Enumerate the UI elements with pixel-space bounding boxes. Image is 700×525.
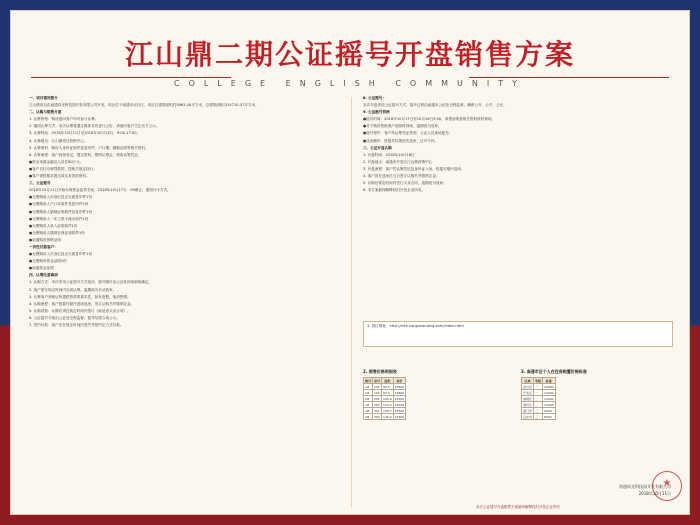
paragraph: 3. 认筹时间：2018年10月11日至2018年10月13日，9:00-17:00。 — [29, 131, 141, 136]
table-cell: 105.6 — [383, 396, 392, 401]
table-row — [522, 414, 556, 420]
standard-table-block — [521, 369, 673, 420]
paragraph: ●无锡购房人一年工资卡流水原件1份 — [29, 216, 89, 221]
paragraph: 6. 本方案最终解释权归开发企业所有。 — [363, 188, 426, 193]
paragraph: ●资金来源金融及人员在80万元； — [29, 159, 84, 164]
table-cell: 1# — [364, 390, 373, 396]
page-title: 江山鼎二期公证摇号开盘销售方案 — [124, 38, 575, 71]
table-cell: 102 — [374, 390, 380, 395]
table-cell: 8500 — [543, 414, 556, 420]
paragraph: 6. 公证摇号方案由公证处全程监督，摇号结果当场公示。 — [29, 315, 120, 320]
table-cell: 92.3 — [382, 390, 394, 396]
paragraph: 1. 认购方式：本次采用公证摇号方式选房，摇号顺序由公证处现场抽取确定。 — [29, 280, 153, 285]
section-heading: 三、公证摇号 — [29, 181, 51, 186]
paragraph: 3. 开盘流程：客户凭认筹凭证及身份证入场，按摇号顺序选房。 — [363, 166, 465, 171]
column-divider — [351, 97, 352, 507]
section-heading: 二、认购与销售方案 — [29, 110, 62, 115]
paragraph: ●客户需按要求提交真实有效的资料。 — [29, 174, 90, 179]
table-cell: 开发区 — [523, 390, 533, 395]
section-heading: 三、公证开盘认购 — [363, 145, 392, 150]
sign-company: 南通同光科技园开发有限公司 — [619, 484, 671, 489]
paragraph: 2. 客户需在规定时间内完成认筹，逾期视为自动放弃。 — [29, 287, 117, 292]
paragraph: ●对于购房资格客户须按时到场，逾期视为放弃。 — [363, 124, 442, 129]
document-sheet — [10, 10, 690, 515]
table-cell: 2# — [364, 396, 373, 402]
table-cell: 14000 — [544, 390, 554, 395]
paragraph: 2. 通知认筹方式：本次认筹将通过媒体发布进行公告，请意向客户关注官方公示。 — [29, 124, 160, 129]
table-cell: 201 — [374, 396, 380, 401]
paragraph: 1. 开盘时间：2018年10月18日 — [363, 152, 415, 157]
paragraph: ●客户自行办理贷款的，按相关规定执行； — [29, 166, 97, 171]
paragraph: ●无锡购房人缴纳社保证明原件1份 — [29, 230, 85, 235]
table-cell: 3# — [364, 408, 373, 414]
paragraph: 2018年10月11日开始办理资金监管手续，2018年10月17日：09截止，通知开卡方式。 — [29, 188, 171, 193]
paragraph: 3. 认筹客户须保证所提供资料的真实性，如有虚假，取消资格。 — [29, 294, 131, 299]
note-text: 1. 园区网址：http://zfkh.jiangshanding.com/index.html — [367, 324, 464, 328]
note-box — [363, 321, 673, 347]
paragraph: ●无锡购房入市登记及正反面复印件1份 — [29, 195, 92, 200]
table-cell: 135.4 — [383, 414, 392, 419]
table-cell: 通州区 — [523, 402, 533, 407]
table-cell: 101 — [374, 384, 380, 389]
paragraph: 6. 认筹流程：客户到场登记，提交资料，缴纳认筹金，领取认筹凭证。 — [29, 152, 142, 157]
paragraph: ●摇号程序：客户持认筹凭证签到，公证人员现场摇号。 — [363, 131, 453, 136]
section-heading: 8. 公证摇号： — [363, 96, 387, 100]
table-cell: 三 — [534, 408, 543, 414]
paragraph: ●南通购房资格证明 — [29, 237, 61, 242]
table-cell: 15000 — [544, 384, 554, 389]
table-header-cell: 单价 — [393, 378, 406, 384]
table-cell: 11000 — [544, 402, 554, 407]
table-cell: 一 — [534, 384, 543, 390]
standard-table-title: 3. 南通市区个人在住房购置价格标准 — [521, 369, 587, 374]
section-heading: 一次性付款客户： — [29, 244, 58, 249]
table-header-cell: 面积 — [382, 378, 394, 384]
paragraph: 本次开盘采用公证摇号方式，摇号过程由南通市公证处全程监督，确保公开、公平、公正。 — [363, 103, 507, 108]
table-cell: 13800 — [394, 390, 405, 395]
table-cell: 一 — [534, 390, 543, 396]
table-cell: 崇川区 — [523, 384, 533, 389]
table-cell: 港闸区 — [523, 396, 533, 401]
section-heading: 一、项目情况简介 — [29, 96, 58, 100]
left-column — [29, 95, 339, 505]
paragraph: 2. 开盘地点：南通市开发区江山鼎营销中心 — [363, 159, 433, 164]
table-cell: 14200 — [394, 396, 405, 401]
table-cell: 110.2 — [383, 402, 392, 407]
table-cell: 1# — [364, 384, 373, 390]
table-cell: 二 — [534, 396, 543, 402]
paragraph: ●无锡购房人婚姻证明原件及复印件1份 — [29, 209, 92, 214]
table-cell: 12000 — [544, 396, 554, 401]
paragraph: ●无锡购房人户口本原件及复印件1份 — [29, 202, 89, 207]
table-cell: 9000 — [543, 408, 556, 414]
section-heading: 9. 公证摇号资格 — [363, 110, 390, 115]
paragraph: 4. 客户须在选房后当日签订认购书并缴纳定金。 — [363, 174, 440, 179]
price-table — [363, 377, 406, 420]
paragraph: ●无锡购房人收入证明原件1份 — [29, 223, 78, 228]
footer-note: 本次公证摇号开盘销售方案最终解释权归开发企业所有 — [476, 505, 560, 509]
table-cell: 14500 — [394, 402, 405, 407]
paragraph: 7. 签约付款：客户应在规定时间内签约并按约定方式付款。 — [29, 323, 124, 327]
title-rule-left — [31, 77, 231, 78]
tables-area — [363, 351, 673, 501]
table-cell: 三 — [534, 414, 543, 420]
section-heading: 四、认筹注意事项 — [29, 273, 58, 278]
table-cell: 89.5 — [382, 384, 394, 390]
paragraph: 4. 认筹地点：江山鼎项目营销中心。 — [29, 138, 88, 143]
right-column — [363, 95, 673, 345]
paragraph: ●无锡购房资金证明1份 — [29, 259, 67, 264]
table-cell: 2# — [364, 402, 373, 408]
paragraph: ●选房顺序：按摇号结果依次选房，过号不补。 — [363, 138, 439, 143]
table-cell: 302 — [374, 414, 380, 419]
table-cell: 301 — [374, 408, 380, 413]
paragraph: 5. 认筹资料：购房人身份证原件及复印件、户口簿、婚姻证明等相关资料。 — [29, 145, 149, 150]
table-cell: 128.7 — [383, 408, 392, 413]
paragraph: 1. 认筹资格：购房意向客户均可参与认筹。 — [29, 117, 99, 122]
price-table-block — [363, 369, 511, 420]
table-cell: 13500 — [394, 384, 405, 389]
official-seal-icon — [652, 471, 682, 501]
paragraph: 5. 认购须知：认购后须在规定时间内签订《商品房买卖合同》。 — [29, 308, 131, 313]
table-cell: 二 — [534, 402, 543, 408]
table-header-cell: 楼号 — [365, 378, 372, 383]
table-cell: 3# — [364, 414, 373, 420]
page-subtitle: COLLEGE ENGLISH COMMUNITY — [174, 79, 526, 88]
table-header-cell: 房号 — [374, 378, 381, 383]
paragraph: ●无锡购房入市登记及正反面复印件1份 — [29, 252, 92, 257]
table-cell: 海门市 — [523, 408, 533, 413]
price-table-title: 2. 销售价格明细表 — [363, 369, 397, 374]
table-header-cell: 区域 — [522, 378, 534, 384]
paragraph: 4. 认购流程：客户按摇号顺序进场选房，签订认购书并缴纳定金。 — [29, 301, 135, 306]
paragraph: ●摇号时间：2018年10月17日至10月18日9:00，请提前准备相关资料按时到场。 — [363, 117, 496, 122]
paragraph: 5. 认购后规定时间内签订买卖合同，逾期视为放弃。 — [363, 181, 447, 186]
paragraph: ●南通资金证明 — [29, 266, 54, 271]
paragraph: 江山鼎项目由南通同光科技园开发有限公司开发，项目位于南通市崇川区，项目总建筑面积约5962.44平方米，总建筑面积为24710.37平方米。 — [29, 103, 259, 108]
table-header-cell: 等级 — [535, 378, 542, 383]
table-row — [364, 414, 406, 420]
table-cell: 15100 — [394, 408, 405, 413]
table-header-cell: 标准 — [543, 378, 556, 384]
standard-table — [521, 377, 556, 420]
table-cell: 启东市 — [523, 414, 533, 419]
sign-date: 2018年10月11日 — [638, 491, 671, 496]
table-cell: 202 — [374, 402, 380, 407]
title-rule-right — [469, 77, 669, 78]
table-cell: 15300 — [394, 414, 405, 419]
